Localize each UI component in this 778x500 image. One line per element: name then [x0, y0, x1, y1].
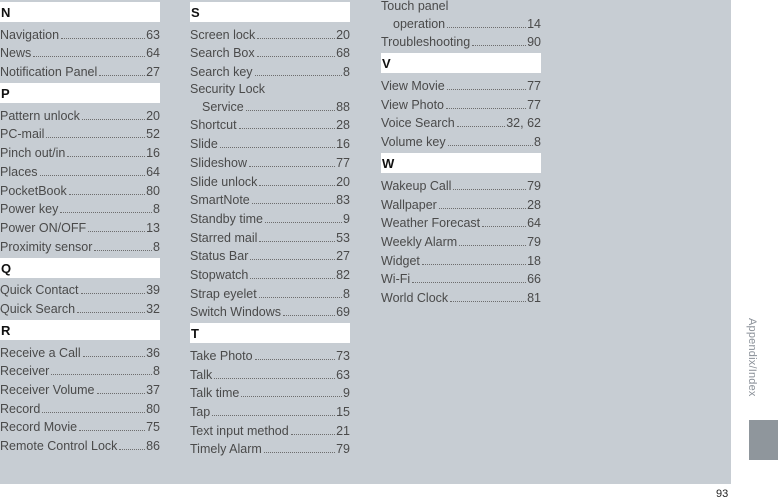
index-entry[interactable] [190, 346, 350, 365]
index-entry-page: 36 [146, 345, 160, 360]
index-entry-term: World Clock [381, 290, 449, 305]
section-side-label: Appendix/Index [746, 318, 758, 397]
index-entry[interactable] [381, 232, 541, 251]
index-entry[interactable] [0, 281, 160, 300]
index-entry-term: PC-mail [0, 127, 45, 142]
index-entry[interactable] [0, 62, 160, 81]
dot-leader [252, 203, 335, 204]
dot-leader [453, 189, 526, 190]
index-entry[interactable] [381, 214, 541, 233]
index-entry-page: 63 [146, 27, 160, 42]
index-letter-header: Q [0, 258, 160, 278]
index-entry-page: 20 [146, 108, 160, 123]
index-entry-page: 79 [527, 234, 541, 249]
index-entry[interactable] [381, 132, 541, 151]
dot-leader [265, 222, 342, 223]
dot-leader [239, 128, 336, 129]
index-entry[interactable] [190, 365, 350, 384]
index-entry-term: Quick Contact [0, 283, 79, 298]
index-entry[interactable] [190, 172, 350, 191]
index-entry-term: Talk time [190, 386, 240, 401]
index-entry-page: 16 [146, 146, 160, 161]
index-entry[interactable] [0, 181, 160, 200]
index-entry-term: Volume key [381, 135, 446, 150]
dot-leader [249, 166, 335, 167]
dot-leader [94, 250, 152, 251]
index-entry-page: 27 [336, 249, 350, 264]
index-entry[interactable] [0, 44, 160, 63]
index-entry-page: 79 [527, 178, 541, 193]
dot-leader [241, 396, 342, 397]
dot-leader [448, 145, 533, 146]
index-entry-term: Record [0, 401, 41, 416]
index-entry-term: Wakeup Call [381, 178, 452, 193]
index-entry-term: Pinch out/in [0, 146, 66, 161]
index-entry-page: 63 [336, 367, 350, 382]
index-entry-page: 68 [336, 46, 350, 61]
dot-leader [447, 89, 526, 90]
dot-leader [51, 374, 152, 375]
index-entry-first-line: Security Lock [190, 82, 266, 97]
index-entry-term: Proximity sensor [0, 239, 93, 254]
index-entry-page: 8 [153, 239, 160, 254]
dot-leader [446, 108, 526, 109]
index-entry[interactable] [381, 114, 541, 133]
index-entry-page: 82 [336, 267, 350, 282]
index-entry[interactable] [0, 106, 160, 125]
index-entry[interactable] [190, 228, 350, 247]
dot-leader [88, 231, 145, 232]
dot-leader [259, 241, 335, 242]
dot-leader [212, 415, 335, 416]
dot-leader [450, 301, 526, 302]
index-entry[interactable] [190, 440, 350, 459]
index-entry-term: Tap [190, 405, 211, 420]
index-entry[interactable] [190, 265, 350, 284]
index-entry[interactable] [381, 95, 541, 114]
index-entry-page: 53 [336, 230, 350, 245]
index-entry-page: 77 [527, 97, 541, 112]
index-entry[interactable] [190, 44, 350, 63]
index-column-2 [190, 0, 350, 458]
dot-leader [42, 412, 145, 413]
dot-leader [99, 75, 145, 76]
index-entry-page: 90 [527, 35, 541, 50]
index-entry-term: Shortcut [190, 118, 237, 133]
index-entry-term: Receiver Volume [0, 383, 95, 397]
index-entry[interactable] [0, 237, 160, 256]
index-entry-page: 66 [527, 272, 541, 287]
index-letter-header: W [381, 153, 541, 173]
index-entry-page: 18 [527, 253, 541, 268]
dot-leader [33, 56, 145, 57]
index-entry-term: Power ON/OFF [0, 220, 87, 235]
index-entry-term: SmartNote [190, 193, 250, 208]
index-entry-page: 32 [146, 301, 160, 316]
index-entry-term: View Photo [381, 97, 445, 112]
index-entry-term: Slide unlock [190, 174, 258, 189]
dot-leader [119, 449, 145, 450]
dot-leader [412, 282, 526, 283]
index-entry-page: 15 [336, 405, 350, 420]
index-entry-page: 88 [336, 99, 350, 114]
index-entry[interactable] [190, 25, 350, 44]
index-entry[interactable] [0, 362, 160, 381]
index-entry-page: 8 [343, 65, 350, 80]
index-entry[interactable] [190, 421, 350, 440]
index-entry[interactable] [0, 299, 160, 318]
index-column-1 [0, 0, 160, 455]
index-entry-term: Receive a Call [0, 345, 81, 360]
dot-leader [220, 147, 335, 148]
index-letter-header: V [381, 53, 541, 73]
index-entry-term: Widget [381, 253, 420, 268]
index-entry[interactable] [190, 209, 350, 228]
index-entry[interactable] [0, 418, 160, 437]
index-entry-page: 64 [146, 164, 160, 179]
dot-leader [250, 278, 335, 279]
index-entry-page: 9 [343, 211, 350, 226]
dot-leader [97, 393, 146, 394]
index-entry[interactable] [381, 33, 541, 52]
index-letter-header: R [0, 320, 160, 340]
index-entry-page: 69 [336, 305, 350, 320]
index-entry[interactable] [0, 200, 160, 219]
index-entry-term: Navigation [0, 27, 60, 42]
index-entry-term: Take Photo [190, 349, 253, 363]
index-entry-term: Receiver [0, 364, 50, 379]
section-tab-marker [749, 420, 778, 460]
dot-leader [259, 185, 335, 186]
index-entry-page: 77 [336, 155, 350, 170]
index-entry-first-line: Touch panel [381, 0, 449, 13]
index-entry-page: 83 [336, 193, 350, 208]
index-entry-page: 21 [336, 423, 350, 438]
index-letter-header: P [0, 83, 160, 103]
index-entry-page: 20 [336, 174, 350, 189]
index-entry-term: News [0, 46, 32, 61]
dot-leader [439, 208, 526, 209]
dot-leader [82, 119, 145, 120]
index-entry[interactable] [0, 399, 160, 418]
index-column-3 [381, 0, 541, 307]
index-entry-term: Strap eyelet [190, 286, 257, 301]
index-entry[interactable] [190, 153, 350, 172]
index-entry[interactable] [381, 76, 541, 95]
index-entry-page: 37 [146, 383, 160, 397]
index-entry[interactable] [0, 343, 160, 362]
index-entry[interactable] [190, 303, 350, 322]
dot-leader [67, 156, 145, 157]
dot-leader [61, 38, 145, 39]
index-entry-term: Weather Forecast [381, 216, 481, 231]
index-letter-header: N [0, 2, 160, 22]
index-entry[interactable] [0, 25, 160, 44]
dot-leader [259, 297, 342, 298]
index-entry-term: Slide [190, 137, 218, 152]
index-entry-term: Switch Windows [190, 305, 281, 320]
dot-leader [40, 175, 146, 176]
index-entry[interactable] [0, 162, 160, 181]
index-entry-term: Quick Search [0, 301, 76, 316]
index-entry-term: Talk [190, 367, 213, 382]
index-entry[interactable] [190, 62, 350, 81]
index-entry-page: 79 [336, 442, 350, 457]
dot-leader [46, 137, 145, 138]
index-entry[interactable] [0, 436, 160, 455]
index-letter-header: T [190, 323, 350, 343]
index-entry-page: 13 [146, 220, 160, 235]
index-entry-page: 39 [146, 283, 160, 298]
index-entry-page: 75 [146, 420, 160, 435]
index-entry-term: Pattern unlock [0, 108, 80, 123]
index-entry-page: 14 [527, 16, 541, 31]
index-entry-page: 80 [146, 401, 160, 416]
index-entry-page: 77 [527, 79, 541, 94]
dot-leader [246, 110, 335, 111]
index-entry[interactable] [381, 251, 541, 270]
index-entry-page: 8 [534, 135, 541, 150]
dot-leader [255, 75, 343, 76]
index-entry-term: Wi-Fi [381, 272, 411, 287]
index-entry[interactable] [381, 288, 541, 307]
index-entry-term: PocketBook [0, 183, 67, 198]
index-entry[interactable] [381, 176, 541, 195]
dot-leader [257, 38, 335, 39]
index-entry-page: 9 [343, 386, 350, 401]
index-entry-term: Slideshow [190, 155, 247, 170]
dot-leader [459, 245, 526, 246]
index-entry-page: 28 [336, 118, 350, 133]
dot-leader [291, 434, 335, 435]
index-entry-page: 80 [146, 183, 160, 198]
dot-leader [81, 293, 146, 294]
index-entry-page: 20 [336, 27, 350, 42]
dot-leader [214, 378, 335, 379]
index-entry[interactable] [0, 143, 160, 162]
dot-leader [255, 359, 336, 360]
dot-leader [79, 430, 145, 431]
index-entry-page: 27 [146, 65, 160, 80]
index-entry-page: 32, 62 [506, 116, 541, 131]
index-entry[interactable] [190, 97, 350, 116]
index-entry-term: Text input method [190, 423, 289, 438]
index-entry[interactable] [0, 125, 160, 144]
index-entry[interactable] [190, 116, 350, 135]
index-entry[interactable] [0, 380, 160, 399]
index-entry-term: Weekly Alarm [381, 234, 458, 249]
index-entry-page: 8 [153, 202, 160, 217]
index-entry-page: 64 [527, 216, 541, 231]
index-entry[interactable] [190, 247, 350, 266]
index-entry[interactable] [0, 218, 160, 237]
index-entry-term: Timely Alarm [190, 442, 262, 457]
dot-leader [77, 312, 145, 313]
index-entry-term: Screen lock [190, 27, 256, 42]
dot-leader [83, 356, 146, 357]
index-entry-page: 52 [146, 127, 160, 142]
index-entry[interactable] [190, 134, 350, 153]
index-entry-page: 28 [527, 197, 541, 212]
page-number: 93 [716, 488, 729, 500]
index-entry-term: Standby time [190, 211, 263, 226]
index-entry-term: Power key [0, 202, 59, 217]
index-entry-term: Service [202, 99, 244, 114]
index-entry-term: Search Box [190, 46, 255, 61]
index-entry[interactable] [190, 191, 350, 210]
index-letter-header: S [190, 2, 350, 22]
index-entry-term: Record Movie [0, 420, 78, 435]
index-entry-term: Places [0, 164, 38, 179]
dot-leader [257, 56, 335, 57]
index-entry-term: operation [393, 16, 446, 31]
index-entry-term: View Movie [381, 79, 445, 94]
index-entry[interactable] [190, 284, 350, 303]
dot-leader [422, 264, 526, 265]
index-entry-term: Wallpaper [381, 197, 437, 212]
index-entry[interactable] [190, 384, 350, 403]
dot-leader [457, 126, 506, 127]
index-entry[interactable] [381, 195, 541, 214]
dot-leader [472, 45, 526, 46]
index-entry-page: 81 [527, 290, 541, 305]
dot-leader [482, 226, 526, 227]
index-entry-page: 16 [336, 137, 350, 152]
dot-leader [447, 27, 526, 28]
index-entry-term: Stopwatch [190, 267, 249, 282]
index-entry-page: 8 [343, 286, 350, 301]
index-entry-term: Remote Control Lock [0, 439, 118, 454]
index-entry-term: Notification Panel [0, 65, 98, 80]
index-entry-page: 8 [153, 364, 160, 379]
dot-leader [283, 315, 335, 316]
index-entry-page: 64 [146, 46, 160, 61]
index-entry-term: Status Bar [190, 249, 249, 264]
index-entry[interactable] [381, 14, 541, 33]
index-entry-term: Troubleshooting [381, 35, 471, 50]
dot-leader [69, 194, 145, 195]
dot-leader [60, 212, 152, 213]
index-entry[interactable] [190, 402, 350, 421]
index-entry-page: 86 [146, 439, 160, 454]
index-entry-page: 73 [336, 349, 350, 363]
dot-leader [250, 259, 335, 260]
index-entry-term: Voice Search [381, 116, 455, 131]
index-entry-term: Search key [190, 65, 253, 80]
dot-leader [264, 452, 335, 453]
index-entry[interactable] [381, 270, 541, 289]
index-entry-term: Starred mail [190, 230, 258, 245]
